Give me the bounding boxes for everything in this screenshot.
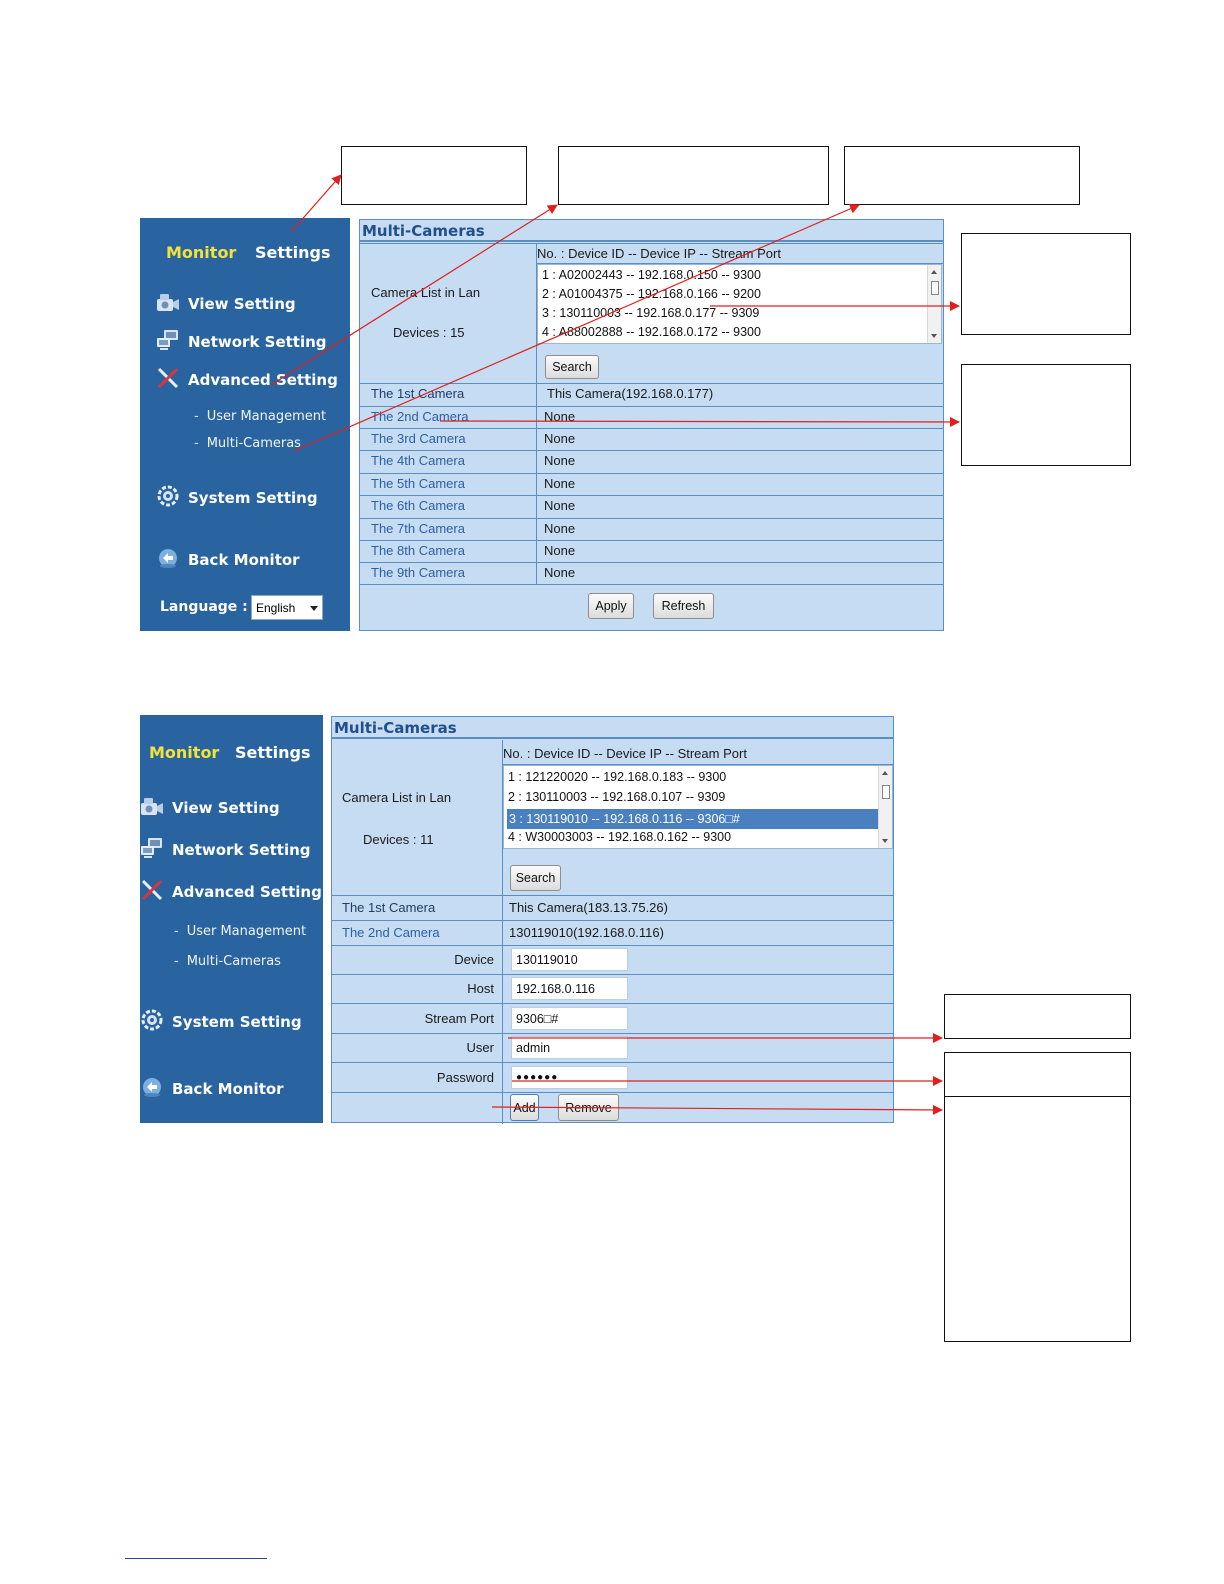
list-item[interactable]: 3 : 130110003 -- 192.168.0.177 -- 9309 (542, 306, 760, 320)
camera-slot-label[interactable]: The 5th Camera (371, 476, 465, 491)
tools-icon (140, 879, 164, 905)
multi-cameras-panel (331, 716, 894, 1123)
callout-box (341, 146, 527, 205)
search-button[interactable]: Search (545, 355, 599, 379)
camera-slot-label[interactable]: The 2nd Camera (342, 925, 440, 940)
sidebar-item-label: Advanced Setting (188, 371, 338, 389)
sidebar-item-view-setting[interactable] (140, 795, 280, 821)
scroll-up-icon[interactable] (931, 270, 937, 274)
sidebar-item-advanced-setting[interactable] (140, 879, 322, 905)
add-button[interactable]: Add (510, 1094, 539, 1121)
list-item[interactable]: 2 : A01004375 -- 192.168.0.166 -- 9200 (542, 287, 761, 301)
network-icon (140, 837, 164, 863)
sidebar-item-label: Network Setting (172, 841, 311, 859)
sidebar-item-view-setting[interactable] (156, 291, 296, 317)
camera-list-label: Camera List in Lan (371, 285, 481, 300)
callout-box (961, 233, 1131, 335)
sidebar-subitem-user-management[interactable]: - User Management (194, 409, 326, 424)
language-value: English (256, 600, 296, 615)
camera-list[interactable] (503, 765, 893, 849)
camera-slot-label: The 1st Camera (342, 900, 436, 915)
callout-box (944, 1052, 1131, 1342)
language-select[interactable] (251, 595, 323, 620)
footer-rule (125, 1558, 267, 1559)
list-item[interactable]: 2 : 130110003 -- 192.168.0.107 -- 9309 (508, 790, 726, 804)
user-field[interactable]: admin (511, 1036, 628, 1059)
camera-slot-value: None (544, 431, 576, 446)
camera-slot-value: None (544, 476, 576, 491)
callout-divider (945, 1096, 1130, 1097)
sidebar-item-system-setting[interactable] (140, 1009, 302, 1035)
page-title: Multi-Cameras (360, 220, 943, 242)
sidebar-subitem-user-management[interactable]: - User Management (174, 924, 306, 939)
scroll-up-icon[interactable] (882, 771, 888, 775)
sidebar-item-label: System Setting (172, 1013, 302, 1031)
stream-port-field[interactable]: 9306□# (511, 1007, 628, 1030)
sidebar-subitem-multi-cameras[interactable]: - Multi-Cameras (174, 954, 281, 969)
devices-count: Devices : 11 (363, 832, 434, 847)
host-field[interactable]: 192.168.0.116 (511, 977, 628, 1000)
camera-list-label: Camera List in Lan (342, 790, 452, 805)
multi-cameras-panel (359, 219, 944, 631)
device-label: Device (454, 952, 494, 967)
callout-box (944, 994, 1131, 1039)
gear-icon (140, 1009, 164, 1035)
remove-button[interactable]: Remove (558, 1094, 619, 1121)
back-arrow-icon (140, 1076, 164, 1102)
monitor-tab[interactable]: Monitor (149, 743, 220, 762)
sidebar-item-label: View Setting (172, 799, 280, 817)
scroll-thumb[interactable] (931, 281, 939, 295)
callout-box (961, 364, 1131, 466)
camera-slot-value: This Camera(192.168.0.177) (547, 386, 714, 401)
list-item[interactable]: 1 : A02002443 -- 192.168.0.150 -- 9300 (542, 268, 761, 282)
sidebar (140, 218, 350, 631)
sidebar-item-back-monitor[interactable] (156, 547, 300, 573)
list-item[interactable]: 1 : 121220020 -- 192.168.0.183 -- 9300 (508, 770, 727, 784)
sidebar-item-advanced-setting[interactable] (156, 367, 338, 393)
camera-slot-label[interactable]: The 2nd Camera (371, 409, 469, 424)
camera-slot-label[interactable]: The 9th Camera (371, 565, 465, 580)
camera-icon (140, 795, 164, 821)
scroll-thumb[interactable] (882, 785, 890, 799)
sidebar (140, 715, 323, 1123)
camera-slot-value: None (544, 543, 576, 558)
camera-slot-value: None (544, 521, 576, 536)
monitor-tab[interactable]: Monitor (166, 243, 237, 262)
stream-port-label: Stream Port (424, 1011, 494, 1026)
camera-slot-label[interactable]: The 8th Camera (371, 543, 465, 558)
camera-slot-value: None (544, 409, 576, 424)
network-icon (156, 329, 180, 355)
sidebar-item-label: System Setting (188, 489, 318, 507)
devices-count: Devices : 15 (393, 325, 465, 340)
sidebar-item-system-setting[interactable] (156, 485, 318, 511)
search-button[interactable]: Search (510, 865, 561, 891)
list-header: No. : Device ID -- Device IP -- Stream Port (503, 746, 747, 761)
page-title: Multi-Cameras (332, 717, 893, 739)
password-label: Password (436, 1070, 494, 1085)
camera-icon (156, 291, 180, 317)
list-header: No. : Device ID -- Device IP -- Stream Port (537, 246, 781, 261)
sidebar-item-label: View Setting (188, 295, 296, 313)
camera-slot-value: None (544, 498, 576, 513)
camera-slot-value: None (544, 453, 576, 468)
device-field[interactable]: 130119010 (511, 948, 628, 971)
sidebar-item-label: Network Setting (188, 333, 327, 351)
list-item[interactable]: 4 : A88002888 -- 192.168.0.172 -- 9300 (542, 325, 761, 339)
camera-slot-label[interactable]: The 4th Camera (371, 453, 465, 468)
host-label: Host (467, 981, 494, 996)
gear-icon (156, 485, 180, 511)
list-item-selected[interactable]: 3 : 130119010 -- 192.168.0.116 -- 9306□# (507, 809, 878, 829)
callout-box (844, 146, 1080, 205)
camera-slot-value: This Camera(183.13.75.26) (509, 900, 668, 915)
settings-tab[interactable]: Settings (235, 743, 311, 762)
camera-slot-label[interactable]: The 7th Camera (371, 521, 465, 536)
apply-button[interactable]: Apply (588, 593, 634, 619)
list-scrollbar[interactable] (878, 766, 892, 848)
camera-slot-value: 130119010(192.168.0.116) (509, 925, 664, 940)
sidebar-item-network-setting[interactable] (156, 329, 327, 355)
chevron-down-icon (310, 606, 318, 611)
camera-list[interactable] (537, 264, 942, 344)
callout-box (558, 146, 829, 205)
sidebar-item-label: Back Monitor (188, 551, 300, 569)
list-scrollbar[interactable] (927, 265, 941, 343)
sidebar-item-back-monitor[interactable] (140, 1076, 284, 1102)
refresh-button[interactable]: Refresh (653, 593, 714, 619)
camera-slot-value: None (544, 565, 576, 580)
scroll-down-icon[interactable] (882, 839, 888, 843)
settings-tab[interactable]: Settings (255, 243, 331, 262)
sidebar-subitem-multi-cameras[interactable]: - Multi-Cameras (194, 436, 301, 451)
scroll-down-icon[interactable] (931, 334, 937, 338)
language-label: Language : (160, 599, 248, 615)
user-label: User (466, 1040, 494, 1055)
sidebar-item-network-setting[interactable] (140, 837, 311, 863)
camera-slot-label[interactable]: The 3rd Camera (371, 431, 466, 446)
password-field[interactable]: ●●●●●● (511, 1066, 628, 1089)
back-arrow-icon (156, 547, 180, 573)
tools-icon (156, 367, 180, 393)
camera-slot-label[interactable]: The 6th Camera (371, 498, 465, 513)
sidebar-item-label: Advanced Setting (172, 883, 322, 901)
camera-slot-label: The 1st Camera (371, 386, 465, 401)
sidebar-item-label: Back Monitor (172, 1080, 284, 1098)
list-item[interactable]: 4 : W30003003 -- 192.168.0.162 -- 9300 (508, 830, 732, 844)
